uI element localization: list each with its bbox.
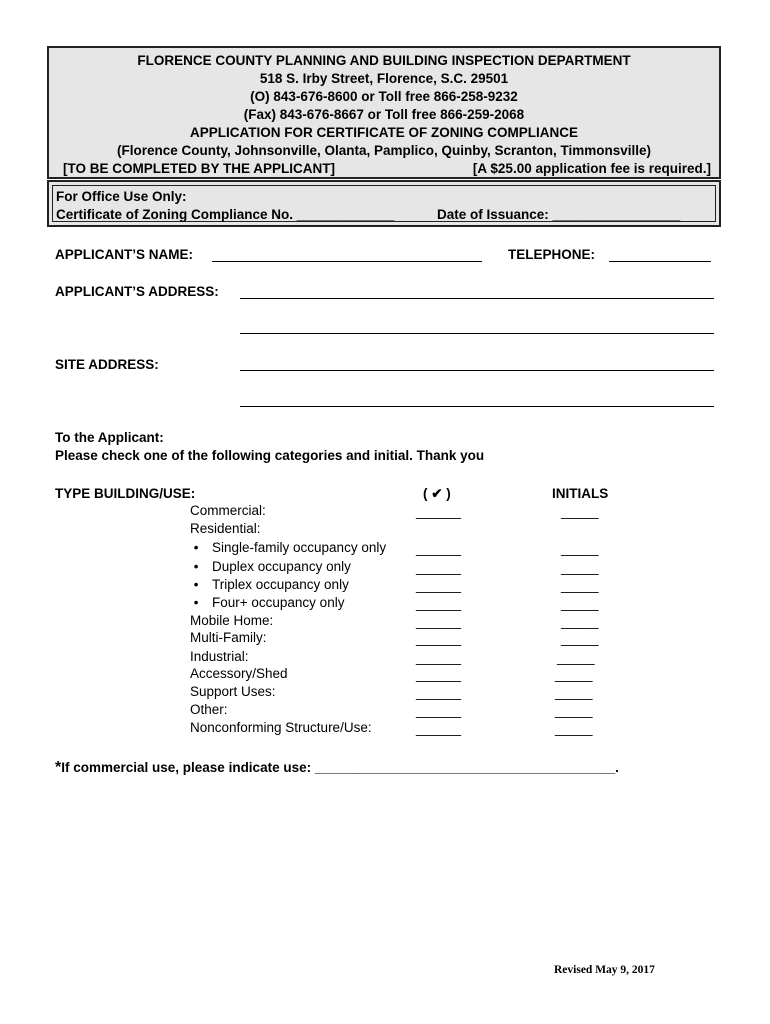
applicant-name-label: APPLICANT’S NAME: xyxy=(55,247,193,262)
row-label: Support Uses: xyxy=(190,684,276,699)
office-use-title: For Office Use Only: xyxy=(56,189,187,204)
department-address: 518 S. Irby Street, Florence, S.C. 29501 xyxy=(259,71,509,86)
applicant-address-input-2[interactable] xyxy=(240,333,714,334)
office-use-box xyxy=(47,180,721,227)
check-blank[interactable]: ______ xyxy=(416,703,462,718)
initials-blank[interactable]: _____ xyxy=(555,667,593,682)
site-address-input-1[interactable] xyxy=(240,370,714,371)
site-address-label: SITE ADDRESS: xyxy=(55,357,159,372)
row-label: Other: xyxy=(190,702,228,717)
asterisk: * xyxy=(55,759,62,776)
initials-blank[interactable]: _____ xyxy=(561,504,599,519)
telephone-input[interactable] xyxy=(609,261,711,262)
initials-blank[interactable]: _____ xyxy=(555,703,593,718)
check-blank[interactable]: ______ xyxy=(416,614,462,629)
row-label: Four+ occupancy only xyxy=(212,595,345,610)
office-phone: (O) 843-676-8600 or Toll free 866-258-9232 xyxy=(250,89,518,104)
row-label: Commercial: xyxy=(190,503,266,518)
check-blank[interactable]: ______ xyxy=(416,650,462,665)
check-blank[interactable]: ______ xyxy=(416,631,462,646)
fax-phone: (Fax) 843-676-8667 or Toll free 866-259-2068 xyxy=(243,107,525,122)
initials-blank[interactable]: _____ xyxy=(561,541,599,556)
type-building-use-header: TYPE BUILDING/USE: xyxy=(55,486,196,501)
initials-blank[interactable]: _____ xyxy=(557,650,595,665)
row-label: Industrial: xyxy=(190,649,249,664)
revision-date: Revised May 9, 2017 xyxy=(554,964,655,976)
check-column-header: ( ✔ ) xyxy=(423,486,451,501)
row-label: Multi-Family: xyxy=(190,630,267,645)
applicant-note: [TO BE COMPLETED BY THE APPLICANT] xyxy=(63,161,336,176)
applicant-address-label: APPLICANT’S ADDRESS: xyxy=(55,284,219,299)
instructions-heading: To the Applicant: xyxy=(55,430,164,445)
applicant-name-input[interactable] xyxy=(212,261,482,262)
row-label: Triplex occupancy only xyxy=(212,577,349,592)
applicant-address-input-1[interactable] xyxy=(240,298,714,299)
row-label: Duplex occupancy only xyxy=(212,559,351,574)
check-blank[interactable]: ______ xyxy=(416,578,462,593)
header-box xyxy=(47,46,721,179)
check-blank[interactable]: ______ xyxy=(416,596,462,611)
check-blank[interactable]: ______ xyxy=(416,504,462,519)
form-title: APPLICATION FOR CERTIFICATE OF ZONING COMPLIANCE xyxy=(190,125,578,140)
initials-blank[interactable]: _____ xyxy=(555,721,593,736)
row-label: Accessory/Shed xyxy=(190,666,288,681)
fee-note: [A $25.00 application fee is required.] xyxy=(472,161,711,176)
check-blank[interactable]: ______ xyxy=(416,721,462,736)
initials-blank[interactable]: _____ xyxy=(561,578,599,593)
instructions-text: Please check one of the following categories and initial. Thank you xyxy=(55,448,485,463)
initials-blank[interactable]: _____ xyxy=(555,685,593,700)
site-address-input-2[interactable] xyxy=(240,406,714,407)
row-label: Residential: xyxy=(190,521,261,536)
check-blank[interactable]: ______ xyxy=(416,667,462,682)
bullet-icon: • xyxy=(190,577,199,592)
row-label: Nonconforming Structure/Use: xyxy=(190,720,372,735)
initials-blank[interactable]: _____ xyxy=(561,614,599,629)
initials-blank[interactable]: _____ xyxy=(561,596,599,611)
date-of-issuance-field: Date of Issuance: _________________ xyxy=(437,207,681,222)
initials-blank[interactable]: _____ xyxy=(561,631,599,646)
department-title: FLORENCE COUNTY PLANNING AND BUILDING INSPECTION DEPARTMENT xyxy=(137,53,631,68)
telephone-label: TELEPHONE: xyxy=(508,247,596,262)
bullet-icon: • xyxy=(190,595,199,610)
certificate-number-field: Certificate of Zoning Compliance No. _____________ xyxy=(56,207,395,222)
commercial-use-field[interactable]: If commercial use, please indicate use: ________________________________________. xyxy=(61,760,619,775)
check-blank[interactable]: ______ xyxy=(416,541,462,556)
bullet-icon: • xyxy=(190,540,199,555)
initials-column-header: INITIALS xyxy=(552,486,609,501)
row-label: Single-family occupancy only xyxy=(212,540,387,555)
jurisdictions: (Florence County, Johnsonville, Olanta, Pamplico, Quinby, Scranton, Timmonsville) xyxy=(116,143,652,158)
check-blank[interactable]: ______ xyxy=(416,685,462,700)
initials-blank[interactable]: _____ xyxy=(561,560,599,575)
check-blank[interactable]: ______ xyxy=(416,560,462,575)
bullet-icon: • xyxy=(190,559,199,574)
row-label: Mobile Home: xyxy=(190,613,274,628)
